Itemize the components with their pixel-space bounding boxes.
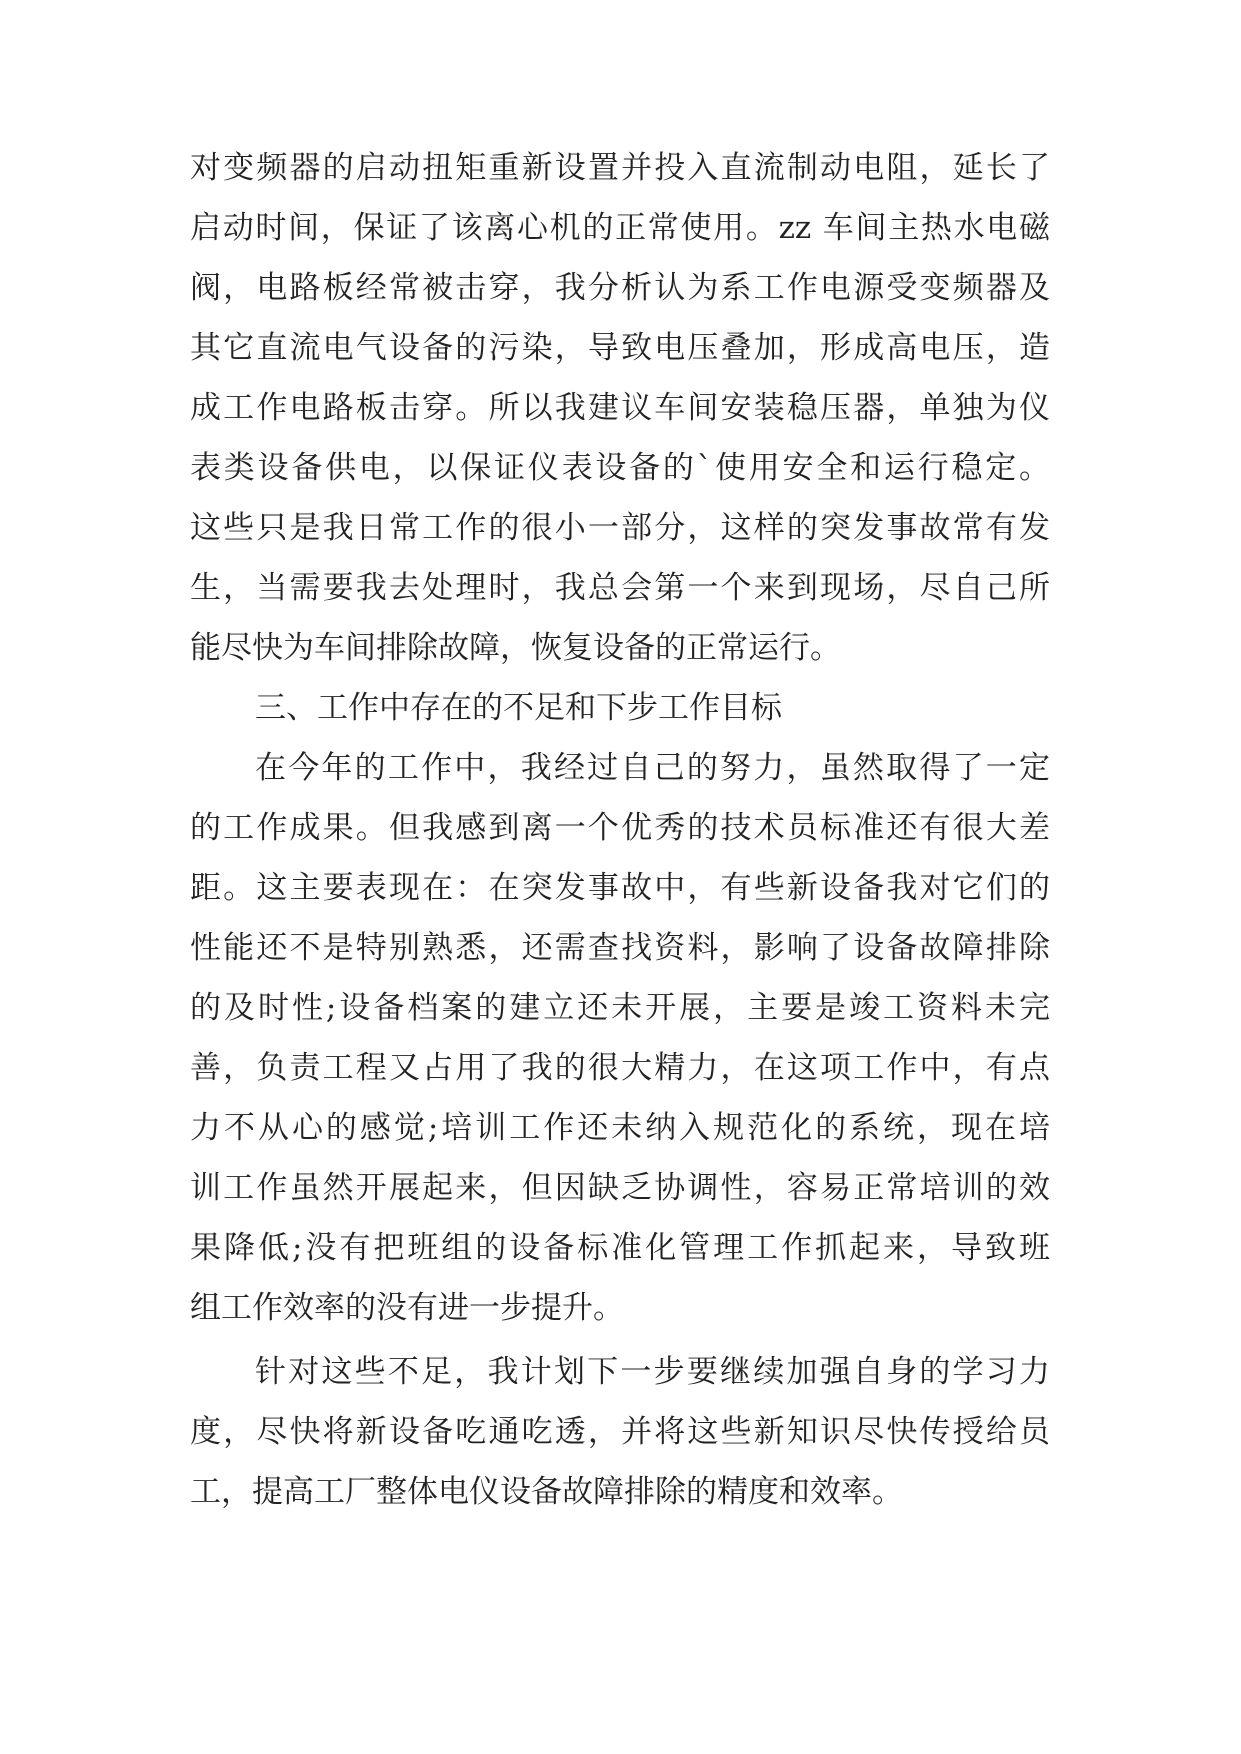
text-line: 启动时间，保证了该离心机的正常使用。zz 车间主热水电磁 — [190, 210, 1050, 246]
text-line: 果降低;没有把班组的设备标准化管理工作抓起来，导致班 — [190, 1230, 1050, 1266]
text-line: 生，当需要我去处理时，我总会第一个来到现场，尽自己所 — [190, 570, 1050, 606]
text-line: 性能还不是特别熟悉，还需查找资料，影响了设备故障排除 — [190, 930, 1050, 966]
text-line: 其它直流电气设备的污染，导致电压叠加，形成高电压，造 — [190, 330, 1050, 366]
text-line: 的工作成果。但我感到离一个优秀的技术员标准还有很大差 — [190, 810, 1050, 846]
text-line: 距。这主要表现在：在突发事故中，有些新设备我对它们的 — [190, 870, 1050, 906]
section-heading: 三、工作中存在的不足和下步工作目标 — [255, 690, 782, 726]
paragraph-first-line: 在今年的工作中，我经过自己的努力，虽然取得了一定 — [255, 750, 1050, 786]
text-line: 阀，电路板经常被击穿，我分析认为系工作电源受变频器及 — [190, 270, 1050, 306]
text-line: 这些只是我日常工作的很小一部分，这样的突发事故常有发 — [190, 510, 1050, 546]
text-line: 训工作虽然开展起来，但因缺乏协调性，容易正常培训的效 — [190, 1170, 1050, 1206]
paragraph-end-line: 工，提高工厂整体电仪设备故障排除的精度和效率。 — [190, 1474, 903, 1510]
text-line: 成工作电路板击穿。所以我建议车间安装稳压器，单独为仪 — [190, 390, 1050, 426]
text-line: 力不从心的感觉;培训工作还未纳入规范化的系统，现在培 — [190, 1110, 1050, 1146]
text-line: 表类设备供电，以保证仪表设备的`使用安全和运行稳定。 — [190, 450, 1050, 486]
paragraph-first-line: 针对这些不足，我计划下一步要继续加强自身的学习力 — [255, 1354, 1050, 1390]
text-line: 度，尽快将新设备吃通吃透，并将这些新知识尽快传授给员 — [190, 1414, 1050, 1450]
paragraph-end-line: 能尽快为车间排除故障，恢复设备的正常运行。 — [190, 630, 841, 666]
text-line: 的及时性;设备档案的建立还未开展，主要是竣工资料未完 — [190, 990, 1050, 1026]
text-line: 善，负责工程又占用了我的很大精力，在这项工作中，有点 — [190, 1050, 1050, 1086]
text-line: 对变频器的启动扭矩重新设置并投入直流制动电阻，延长了 — [190, 150, 1050, 186]
paragraph-end-line: 组工作效率的没有进一步提升。 — [190, 1290, 624, 1326]
